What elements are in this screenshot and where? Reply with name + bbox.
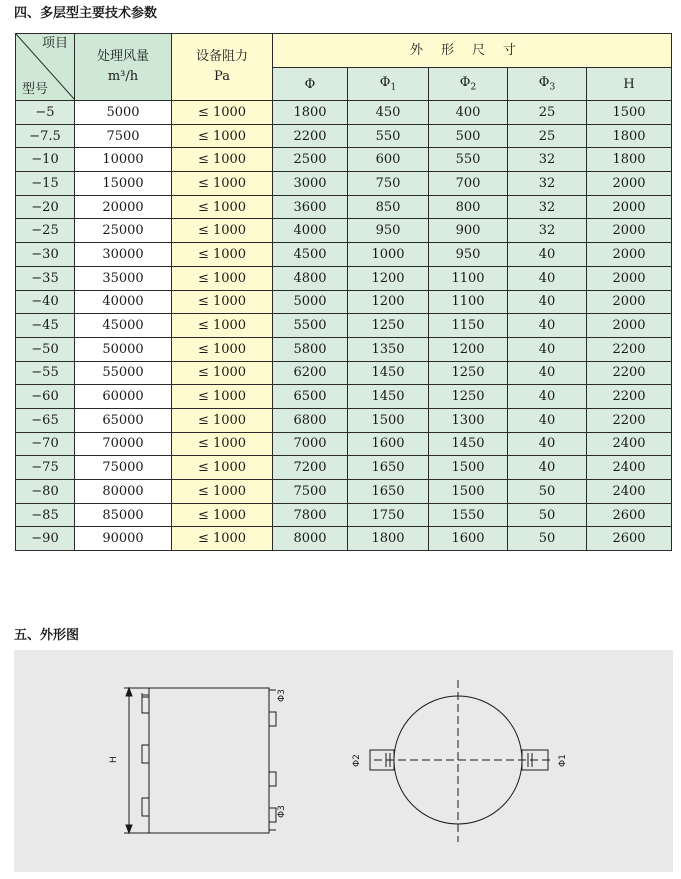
header-resistance-unit: Pa <box>214 69 230 84</box>
cell-h: 2200 <box>587 337 672 361</box>
cell-h: 2600 <box>587 503 672 527</box>
cell-model: −60 <box>16 385 75 409</box>
table-row <box>16 266 672 290</box>
cell-resistance: ≤ 1000 <box>172 456 273 480</box>
outline-drawing-svg <box>14 650 673 872</box>
cell-resistance: ≤ 1000 <box>172 503 273 527</box>
cell-h: 2200 <box>587 361 672 385</box>
cell-h: 1800 <box>587 124 672 148</box>
header-diagonal-cell <box>16 34 75 101</box>
cell-phi2: 550 <box>429 148 508 172</box>
cell-phi2: 1100 <box>429 266 508 290</box>
cell-airflow: 40000 <box>75 290 172 314</box>
header-model-label: 型号 <box>22 82 49 97</box>
table-row <box>16 456 672 480</box>
cell-phi3: 40 <box>508 361 587 385</box>
cell-resistance: ≤ 1000 <box>172 314 273 338</box>
col-phi3: $\Phi_3$ <box>508 68 587 101</box>
cell-airflow: 45000 <box>75 314 172 338</box>
cell-phi3: 50 <box>508 527 587 551</box>
cell-phi2: 800 <box>429 195 508 219</box>
cell-h: 2600 <box>587 527 672 551</box>
cell-phi: 7200 <box>273 456 348 480</box>
table-row <box>16 101 672 125</box>
cell-model: −50 <box>16 337 75 361</box>
cell-phi1: 550 <box>348 124 429 148</box>
cell-phi: 2500 <box>273 148 348 172</box>
cell-model: −20 <box>16 195 75 219</box>
cell-airflow: 25000 <box>75 219 172 243</box>
cell-phi: 1800 <box>273 101 348 125</box>
cell-phi2: 1250 <box>429 385 508 409</box>
cell-phi3: 40 <box>508 408 587 432</box>
cell-model: −55 <box>16 361 75 385</box>
cell-h: 2000 <box>587 172 672 196</box>
cell-phi1: 1200 <box>348 266 429 290</box>
section-5-title: 五、外形图 <box>14 628 80 643</box>
cell-h: 2000 <box>587 290 672 314</box>
cell-resistance: ≤ 1000 <box>172 124 273 148</box>
label-phi2: Φ2 <box>352 754 362 767</box>
cell-phi: 2200 <box>273 124 348 148</box>
cell-phi3: 40 <box>508 290 587 314</box>
cell-phi3: 40 <box>508 243 587 267</box>
cell-model: −90 <box>16 527 75 551</box>
cell-phi2: 1500 <box>429 480 508 504</box>
table-row <box>16 219 672 243</box>
cell-phi2: 1600 <box>429 527 508 551</box>
header-dimensions-label: 外形尺寸 <box>410 43 535 58</box>
cell-phi1: 1500 <box>348 408 429 432</box>
cell-phi: 5800 <box>273 337 348 361</box>
table-row <box>16 337 672 361</box>
cell-phi1: 1450 <box>348 361 429 385</box>
cell-h: 2000 <box>587 314 672 338</box>
cell-h: 2200 <box>587 408 672 432</box>
cell-phi3: 25 <box>508 124 587 148</box>
cell-airflow: 55000 <box>75 361 172 385</box>
cell-model: −85 <box>16 503 75 527</box>
cell-phi: 4500 <box>273 243 348 267</box>
cell-phi1: 1200 <box>348 290 429 314</box>
side-view-body <box>149 688 269 833</box>
cell-phi2: 400 <box>429 101 508 125</box>
cell-phi: 5000 <box>273 290 348 314</box>
cell-phi: 4800 <box>273 266 348 290</box>
cell-airflow: 10000 <box>75 148 172 172</box>
cell-phi2: 1150 <box>429 314 508 338</box>
cell-phi2: 1550 <box>429 503 508 527</box>
header-airflow-label: 处理风量 <box>96 49 149 64</box>
cell-phi1: 1000 <box>348 243 429 267</box>
cell-phi3: 32 <box>508 172 587 196</box>
table-row <box>16 408 672 432</box>
table-row <box>16 148 672 172</box>
cell-phi1: 1750 <box>348 503 429 527</box>
cell-phi1: 750 <box>348 172 429 196</box>
table-header-row-1 <box>16 34 672 68</box>
cell-phi3: 40 <box>508 266 587 290</box>
table-row <box>16 314 672 338</box>
table-row <box>16 527 672 551</box>
cell-h: 2400 <box>587 456 672 480</box>
table-row <box>16 290 672 314</box>
cell-phi: 7500 <box>273 480 348 504</box>
cell-phi2: 500 <box>429 124 508 148</box>
cell-h: 1800 <box>587 148 672 172</box>
cell-phi2: 1450 <box>429 432 508 456</box>
cell-resistance: ≤ 1000 <box>172 337 273 361</box>
cell-phi1: 850 <box>348 195 429 219</box>
cell-model: −40 <box>16 290 75 314</box>
header-item-label: 项目 <box>41 36 68 51</box>
cell-resistance: ≤ 1000 <box>172 148 273 172</box>
cell-phi: 6800 <box>273 408 348 432</box>
cell-model: −7.5 <box>16 124 75 148</box>
cell-airflow: 85000 <box>75 503 172 527</box>
cell-h: 2400 <box>587 432 672 456</box>
cell-h: 2000 <box>587 243 672 267</box>
table-row <box>16 503 672 527</box>
label-h: H <box>109 756 119 763</box>
cell-phi: 8000 <box>273 527 348 551</box>
cell-model: −45 <box>16 314 75 338</box>
cell-phi1: 600 <box>348 148 429 172</box>
cell-model: −70 <box>16 432 75 456</box>
cell-h: 2000 <box>587 219 672 243</box>
cell-resistance: ≤ 1000 <box>172 101 273 125</box>
col-phi2: $\Phi_2$ <box>429 68 508 101</box>
cell-phi3: 40 <box>508 337 587 361</box>
cell-phi: 3600 <box>273 195 348 219</box>
label-phi3-top: Φ3 <box>277 689 287 702</box>
cell-h: 1500 <box>587 101 672 125</box>
cell-airflow: 5000 <box>75 101 172 125</box>
cell-phi1: 1450 <box>348 385 429 409</box>
section-4-title: 四、多层型主要技术参数 <box>14 6 158 21</box>
cell-model: −35 <box>16 266 75 290</box>
cell-resistance: ≤ 1000 <box>172 480 273 504</box>
cell-phi3: 50 <box>508 480 587 504</box>
cell-h: 2000 <box>587 195 672 219</box>
cell-h: 2400 <box>587 480 672 504</box>
cell-airflow: 15000 <box>75 172 172 196</box>
table-row <box>16 172 672 196</box>
cell-phi: 7000 <box>273 432 348 456</box>
cell-phi3: 40 <box>508 314 587 338</box>
cell-phi: 6200 <box>273 361 348 385</box>
cell-phi2: 1250 <box>429 361 508 385</box>
cell-airflow: 50000 <box>75 337 172 361</box>
label-phi1: Φ1 <box>558 754 568 767</box>
cell-phi: 7800 <box>273 503 348 527</box>
cell-phi: 3000 <box>273 172 348 196</box>
cell-phi: 6500 <box>273 385 348 409</box>
header-dimensions <box>273 34 672 68</box>
cell-phi3: 50 <box>508 503 587 527</box>
col-phi1: $\Phi_1$ <box>348 68 429 101</box>
cell-resistance: ≤ 1000 <box>172 243 273 267</box>
cell-resistance: ≤ 1000 <box>172 408 273 432</box>
table-row <box>16 195 672 219</box>
cell-phi3: 40 <box>508 385 587 409</box>
cell-resistance: ≤ 1000 <box>172 195 273 219</box>
table-row <box>16 385 672 409</box>
col-phi: Φ <box>273 68 348 101</box>
cell-phi1: 950 <box>348 219 429 243</box>
cell-phi1: 1800 <box>348 527 429 551</box>
table-body <box>16 101 672 551</box>
cell-phi1: 450 <box>348 101 429 125</box>
cell-airflow: 30000 <box>75 243 172 267</box>
cell-resistance: ≤ 1000 <box>172 527 273 551</box>
table-row <box>16 432 672 456</box>
cell-resistance: ≤ 1000 <box>172 219 273 243</box>
tech-params-table <box>15 33 672 551</box>
header-resistance-label: 设备阻力 <box>195 49 248 64</box>
cell-phi3: 32 <box>508 195 587 219</box>
cell-resistance: ≤ 1000 <box>172 266 273 290</box>
cell-airflow: 7500 <box>75 124 172 148</box>
cell-model: −75 <box>16 456 75 480</box>
cell-resistance: ≤ 1000 <box>172 432 273 456</box>
cell-airflow: 65000 <box>75 408 172 432</box>
cell-phi: 4000 <box>273 219 348 243</box>
cell-phi1: 1250 <box>348 314 429 338</box>
cell-phi2: 1100 <box>429 290 508 314</box>
label-phi3-bottom: Φ3 <box>277 805 287 818</box>
cell-phi3: 40 <box>508 432 587 456</box>
cell-model: −65 <box>16 408 75 432</box>
cell-resistance: ≤ 1000 <box>172 172 273 196</box>
header-airflow <box>75 34 172 101</box>
cell-phi3: 40 <box>508 456 587 480</box>
cell-phi1: 1600 <box>348 432 429 456</box>
col-h: H <box>587 68 672 101</box>
header-resistance <box>172 34 273 101</box>
cell-model: −30 <box>16 243 75 267</box>
cell-phi3: 32 <box>508 148 587 172</box>
cell-airflow: 90000 <box>75 527 172 551</box>
cell-resistance: ≤ 1000 <box>172 361 273 385</box>
cell-model: −25 <box>16 219 75 243</box>
cell-phi2: 900 <box>429 219 508 243</box>
cell-model: −10 <box>16 148 75 172</box>
cell-phi2: 700 <box>429 172 508 196</box>
table-row <box>16 124 672 148</box>
cell-phi3: 32 <box>508 219 587 243</box>
cell-model: −80 <box>16 480 75 504</box>
cell-airflow: 60000 <box>75 385 172 409</box>
cell-resistance: ≤ 1000 <box>172 290 273 314</box>
cell-h: 2200 <box>587 385 672 409</box>
cell-resistance: ≤ 1000 <box>172 385 273 409</box>
cell-phi2: 1200 <box>429 337 508 361</box>
cell-airflow: 35000 <box>75 266 172 290</box>
cell-model: −15 <box>16 172 75 196</box>
cell-phi1: 1350 <box>348 337 429 361</box>
cell-model: −5 <box>16 101 75 125</box>
cell-phi3: 25 <box>508 101 587 125</box>
cell-phi1: 1650 <box>348 456 429 480</box>
table-row <box>16 480 672 504</box>
cell-h: 2000 <box>587 266 672 290</box>
cell-phi: 5500 <box>273 314 348 338</box>
cell-phi2: 1300 <box>429 408 508 432</box>
cell-phi2: 950 <box>429 243 508 267</box>
outline-drawing <box>14 650 673 872</box>
table-row <box>16 243 672 267</box>
cell-airflow: 75000 <box>75 456 172 480</box>
table-row <box>16 361 672 385</box>
cell-phi2: 1500 <box>429 456 508 480</box>
cell-airflow: 20000 <box>75 195 172 219</box>
cell-phi1: 1650 <box>348 480 429 504</box>
header-airflow-unit: m³/h <box>107 69 139 84</box>
cell-airflow: 70000 <box>75 432 172 456</box>
cell-airflow: 80000 <box>75 480 172 504</box>
